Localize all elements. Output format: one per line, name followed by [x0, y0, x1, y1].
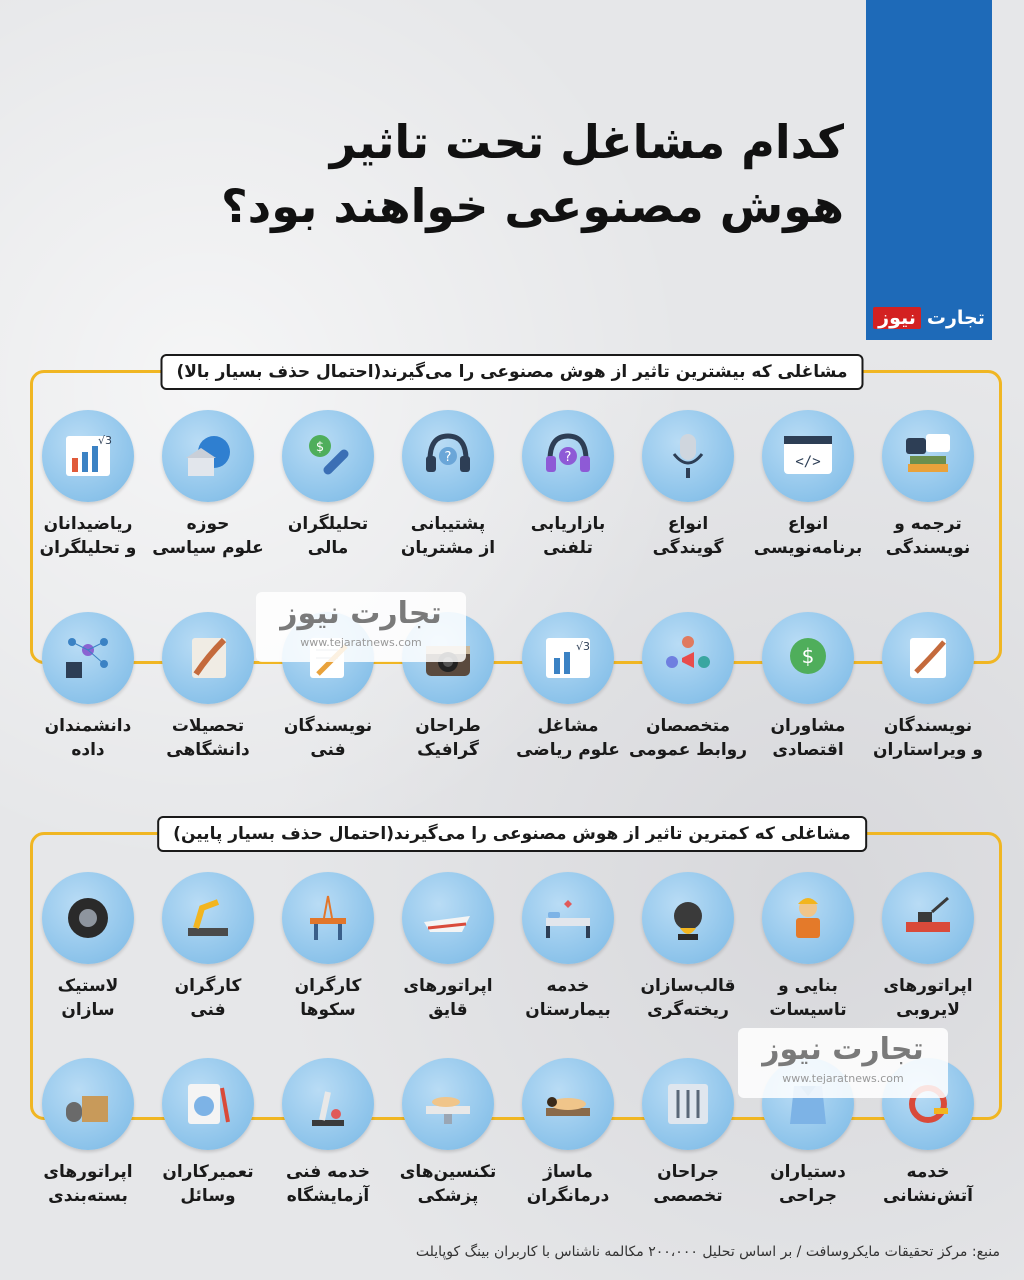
job-label-line-2: بسته‌بندی — [48, 1186, 128, 1206]
job-label-line-1: قالب‌سازان — [640, 976, 736, 996]
job-label — [508, 714, 628, 762]
job-label — [268, 974, 388, 1022]
job-label — [388, 714, 508, 762]
job-label-line-2: پزشکی — [417, 1186, 479, 1206]
foundry-ladle-icon — [642, 872, 734, 964]
svg-text:?: ? — [564, 450, 572, 465]
watermark-2 — [738, 1028, 948, 1098]
job-label-line-1: خدمه — [546, 976, 590, 996]
job-label — [628, 512, 748, 560]
tire-icon — [42, 872, 134, 964]
job-label-line-2: قایق — [428, 1000, 468, 1020]
job-label — [748, 714, 868, 762]
job-label-line-2: دانشگاهی — [166, 740, 250, 760]
job-label-line-1: نویسندگان — [883, 716, 973, 736]
job-label-line-2: سکوها — [300, 1000, 356, 1020]
job-item — [868, 410, 988, 560]
headset-question-icon — [522, 410, 614, 502]
job-item — [508, 1058, 628, 1208]
network-data-icon — [42, 612, 134, 704]
job-item — [388, 1058, 508, 1208]
job-label-line-1: ترجمه و — [894, 514, 962, 534]
job-label — [508, 512, 628, 560]
job-label-line-2: لایروبی — [896, 1000, 960, 1020]
job-label — [748, 974, 868, 1022]
code-window-icon — [762, 410, 854, 502]
job-label-line-2: مالی — [307, 538, 349, 558]
job-label — [628, 1160, 748, 1208]
job-label-line-2: علوم ریاضی — [516, 740, 620, 760]
job-item — [28, 872, 148, 1022]
job-label-line-2: نویسندگی — [885, 538, 971, 558]
job-item — [748, 410, 868, 560]
job-label-line-2: جراحی — [778, 1186, 838, 1206]
job-label-line-1: ماساژ — [543, 1162, 593, 1182]
job-item — [268, 410, 388, 560]
job-item — [148, 612, 268, 762]
title-line-2: هوش مصنوعی خواهند بود؟ — [220, 179, 844, 233]
job-label — [148, 714, 268, 762]
job-label-line-1: ریاضیدانان — [43, 514, 133, 534]
job-label-line-1: تحصیلات — [171, 716, 245, 736]
job-label-line-2: و ویراستاران — [872, 740, 983, 760]
job-item — [868, 612, 988, 762]
job-label — [148, 512, 268, 560]
job-label-line-2: اقتصادی — [772, 740, 844, 760]
job-item — [508, 612, 628, 762]
job-label-line-2: تاسیسات — [769, 1000, 847, 1020]
speedboat-icon — [402, 872, 494, 964]
microphone-icon — [642, 410, 734, 502]
job-label-line-2: از مشتریان — [400, 538, 496, 558]
job-label-line-1: تحلیلگران — [287, 514, 369, 534]
job-label — [868, 714, 988, 762]
job-label-line-1: مشاوران — [770, 716, 846, 736]
job-item — [748, 612, 868, 762]
job-label-line-2: تخصصی — [653, 1186, 723, 1206]
globe-institution-icon — [162, 410, 254, 502]
job-item — [148, 410, 268, 560]
job-item — [748, 872, 868, 1022]
job-label-line-2: وسائل — [180, 1186, 236, 1206]
title-line-1: کدام مشاغل تحت تاثیر — [329, 115, 844, 169]
construction-worker-icon — [762, 872, 854, 964]
watermark-1 — [256, 592, 466, 662]
job-label-line-2: برنامه‌نویسی — [753, 538, 863, 558]
page-title — [144, 110, 844, 238]
job-label — [508, 974, 628, 1022]
job-label-line-1: انواع — [787, 514, 829, 534]
job-item — [508, 872, 628, 1022]
job-label-line-1: اپراتورهای — [883, 976, 973, 996]
job-item — [28, 1058, 148, 1208]
job-label-line-1: دانشمندان — [44, 716, 132, 736]
oil-platform-icon — [282, 872, 374, 964]
job-item — [868, 872, 988, 1022]
headset-support-icon — [402, 410, 494, 502]
people-megaphone-icon — [642, 612, 734, 704]
job-label — [868, 512, 988, 560]
job-label-line-1: کارگران — [174, 976, 242, 996]
job-label-line-2: آتش‌نشانی — [883, 1186, 973, 1206]
job-label — [628, 714, 748, 762]
job-label — [28, 714, 148, 762]
svg-text:√3: √3 — [576, 640, 591, 653]
job-label — [28, 1160, 148, 1208]
job-item — [388, 410, 508, 560]
svg-text:√3: √3 — [98, 434, 113, 447]
job-label-line-2: بیمارستان — [525, 1000, 611, 1020]
svg-text:$: $ — [315, 440, 325, 455]
watermark-name: تجارت نیوز — [280, 596, 442, 631]
job-label — [148, 974, 268, 1022]
watermark-name: تجارت نیوز — [762, 1032, 924, 1067]
job-label — [268, 512, 388, 560]
washing-machine-tools-icon — [162, 1058, 254, 1150]
job-label — [148, 1160, 268, 1208]
microscope-icon — [282, 1058, 374, 1150]
job-label-line-2: آزمایشگاه — [286, 1186, 370, 1206]
job-label-line-1: جراحان — [657, 1162, 719, 1182]
section-low-label: مشاغلی که کمترین تاثیر از هوش مصنوعی را می‌گیرند(احتمال حذف بسیار پایین) — [157, 816, 867, 852]
surgical-tools-icon — [642, 1058, 734, 1150]
job-label-line-2: داده — [71, 740, 105, 760]
job-label — [28, 974, 148, 1022]
job-label-line-1: لاستیک — [57, 976, 119, 996]
job-label-line-1: طراحان — [415, 716, 481, 736]
job-label — [388, 512, 508, 560]
math-chart-icon — [42, 410, 134, 502]
job-item — [148, 1058, 268, 1208]
math-bars-icon — [522, 612, 614, 704]
source-note: منبع: مرکز تحقیقات مایکروسافت / بر اساس تحلیل ۲۰۰،۰۰۰ مکالمه ناشناس با کاربران بینگ کوپایلت — [415, 1244, 1000, 1260]
quill-paper-icon — [882, 612, 974, 704]
job-item — [28, 612, 148, 762]
job-label-line-1: خدمه — [906, 1162, 950, 1182]
job-label-line-1: پشتیبانی — [410, 514, 486, 534]
job-label — [28, 512, 148, 560]
job-item — [268, 872, 388, 1022]
header-accent-bar — [866, 0, 992, 340]
dredger-icon — [882, 872, 974, 964]
job-label-line-2: فنی — [190, 1000, 226, 1020]
section-high-label: مشاغلی که بیشترین تاثیر از هوش مصنوعی را می‌گیرند(احتمال حذف بسیار بالا) — [160, 354, 863, 390]
job-label — [268, 714, 388, 762]
job-label-line-1: نویسندگان — [283, 716, 373, 736]
job-label-line-2: علوم سیاسی — [152, 538, 264, 558]
svg-text:$: $ — [801, 644, 815, 668]
job-label-line-2: فنی — [310, 740, 346, 760]
massage-icon — [522, 1058, 614, 1150]
job-label — [388, 974, 508, 1022]
job-item — [508, 410, 628, 560]
job-label-line-2: و تحلیلگران — [39, 538, 137, 558]
job-label-line-1: خدمه فنی — [285, 1162, 371, 1182]
watermark-url: www.tejaratnews.com — [300, 636, 422, 649]
job-label — [868, 1160, 988, 1208]
packaging-boxes-icon — [42, 1058, 134, 1150]
job-item — [28, 410, 148, 560]
job-label-line-2: درمانگران — [526, 1186, 610, 1206]
brand-part-1: تجارت — [926, 307, 985, 329]
job-label-line-1: دستیاران — [770, 1162, 846, 1182]
svg-text:?: ? — [444, 450, 452, 465]
job-label-line-1: تکنسین‌های — [399, 1162, 497, 1182]
job-label-line-1: اپراتورهای — [403, 976, 493, 996]
job-label-line-2: روابط عمومی — [628, 740, 748, 760]
quill-document-icon — [162, 612, 254, 704]
medical-bed-icon — [402, 1058, 494, 1150]
job-item — [628, 612, 748, 762]
job-label — [268, 1160, 388, 1208]
job-item — [628, 1058, 748, 1208]
job-label-line-2: گرافیک — [417, 740, 479, 760]
brand-logo — [866, 300, 992, 336]
job-item — [628, 410, 748, 560]
job-label-line-1: تعمیرکاران — [162, 1162, 254, 1182]
job-label — [508, 1160, 628, 1208]
job-label-line-2: سازان — [61, 1000, 115, 1020]
job-label-line-2: گویندگی — [652, 538, 724, 558]
svg-text:</>: </> — [795, 454, 821, 470]
job-item — [628, 872, 748, 1022]
watermark-url: www.tejaratnews.com — [782, 1072, 904, 1085]
job-label-line-1: کارگران — [294, 976, 362, 996]
hospital-bed-icon — [522, 872, 614, 964]
job-label — [748, 1160, 868, 1208]
dollar-chat-icon — [762, 612, 854, 704]
job-label — [748, 512, 868, 560]
phone-dollar-icon — [282, 410, 374, 502]
job-label — [628, 974, 748, 1022]
job-label-line-1: بازاریابی — [530, 514, 606, 534]
job-label — [388, 1160, 508, 1208]
job-label-line-2: ریخته‌گری — [647, 1000, 729, 1020]
job-item — [388, 872, 508, 1022]
job-label-line-1: بنایی و — [778, 976, 838, 996]
robot-arm-icon — [162, 872, 254, 964]
job-label-line-1: مشاغل — [537, 716, 599, 736]
job-label-line-2: تلفنی — [543, 538, 593, 558]
translation-books-icon — [882, 410, 974, 502]
job-label-line-1: حوزه — [186, 514, 230, 534]
job-label-line-1: اپراتورهای — [43, 1162, 133, 1182]
job-label-line-1: متخصصان — [645, 716, 731, 736]
job-label — [868, 974, 988, 1022]
job-item — [148, 872, 268, 1022]
brand-part-2: نیوز — [873, 307, 921, 329]
job-label-line-1: انواع — [667, 514, 709, 534]
job-item — [268, 1058, 388, 1208]
